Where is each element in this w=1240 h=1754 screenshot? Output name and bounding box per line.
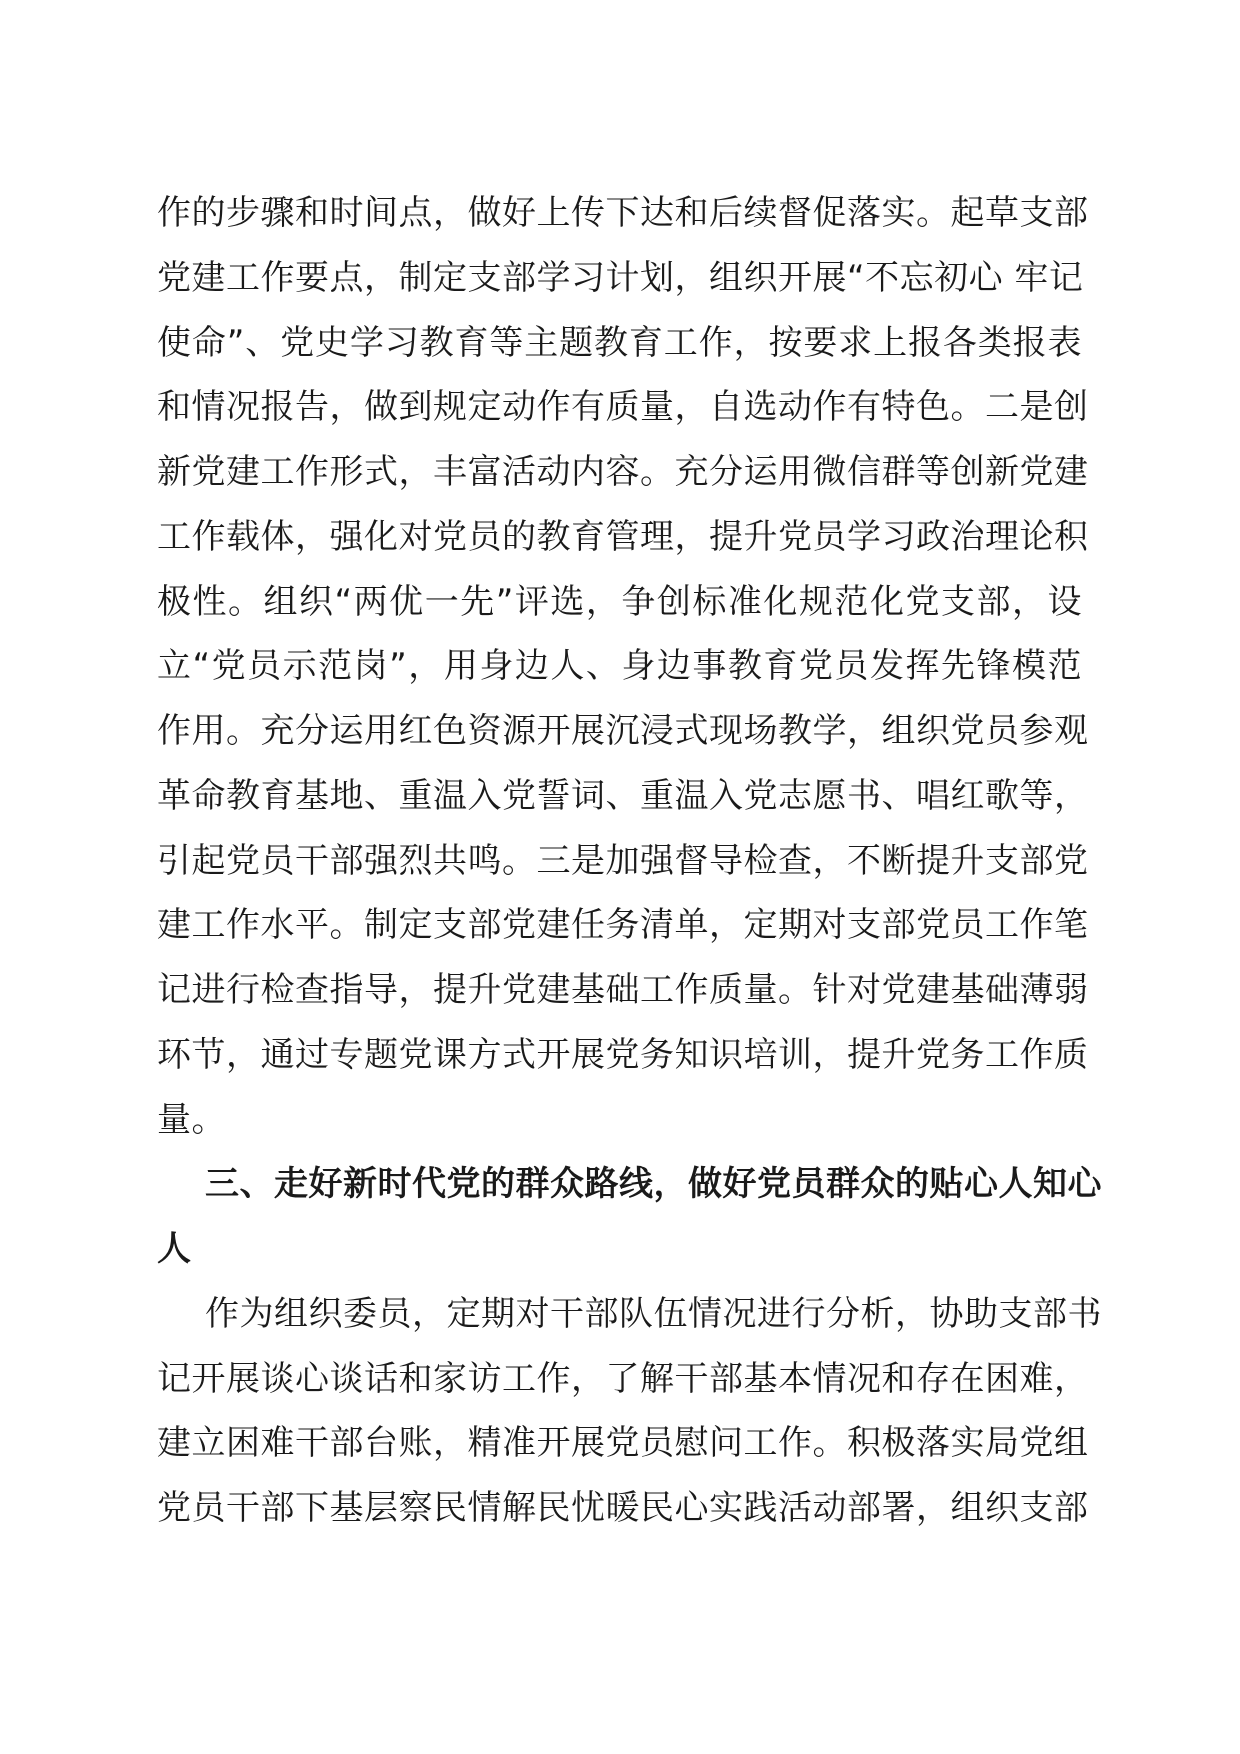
paragraph-line: 使命”、党史学习教育等主题教育工作，按要求上报各类报表: [157, 323, 1082, 363]
paragraph-line: 党建工作要点，制定支部学习计划，组织开展“不忘初心 牢记: [157, 258, 1084, 298]
paragraph-line: 量。: [157, 1100, 226, 1140]
paragraph-line: 记进行检查指导，提升党建基础工作质量。针对党建基础薄弱: [157, 970, 1089, 1010]
section-heading: 人: [157, 1229, 192, 1269]
paragraph-line: 建工作水平。制定支部党建任务清单，定期对支部党员工作笔: [157, 905, 1089, 945]
section-heading: 三、走好新时代党的群众路线，做好党员群众的贴心人知心: [205, 1164, 1102, 1204]
paragraph-line: 作用。充分运用红色资源开展沉浸式现场教学，组织党员参观: [157, 711, 1089, 751]
paragraph-line: 作的步骤和时间点，做好上传下达和后续督促落实。起草支部: [157, 193, 1089, 233]
paragraph-line: 工作载体，强化对党员的教育管理，提升党员学习政治理论积: [157, 517, 1089, 557]
paragraph-line: 革命教育基地、重温入党誓词、重温入党志愿书、唱红歌等，: [157, 776, 1089, 816]
paragraph-line: 建立困难干部台账，精准开展党员慰问工作。积极落实局党组: [157, 1423, 1089, 1463]
paragraph-line: 新党建工作形式，丰富活动内容。充分运用微信群等创新党建: [157, 452, 1089, 492]
paragraph-line: 环节，通过专题党课方式开展党务知识培训，提升党务工作质: [157, 1035, 1089, 1075]
paragraph-line: 和情况报告，做到规定动作有质量，自选动作有特色。二是创: [157, 387, 1089, 427]
paragraph-line: 极性。组织“两优一先”评选，争创标准化规范化党支部，设: [157, 582, 1082, 622]
paragraph-line: 记开展谈心谈话和家访工作，了解干部基本情况和存在困难，: [157, 1359, 1089, 1399]
paragraph-line: 作为组织委员，定期对干部队伍情况进行分析，协助支部书: [205, 1294, 1102, 1334]
paragraph-line: 引起党员干部强烈共鸣。三是加强督导检查，不断提升支部党: [157, 841, 1089, 881]
paragraph-line: 立“党员示范岗”，用身边人、身边事教育党员发挥先锋模范: [157, 646, 1082, 686]
paragraph-line: 党员干部下基层察民情解民忧暖民心实践活动部署，组织支部: [157, 1488, 1089, 1528]
